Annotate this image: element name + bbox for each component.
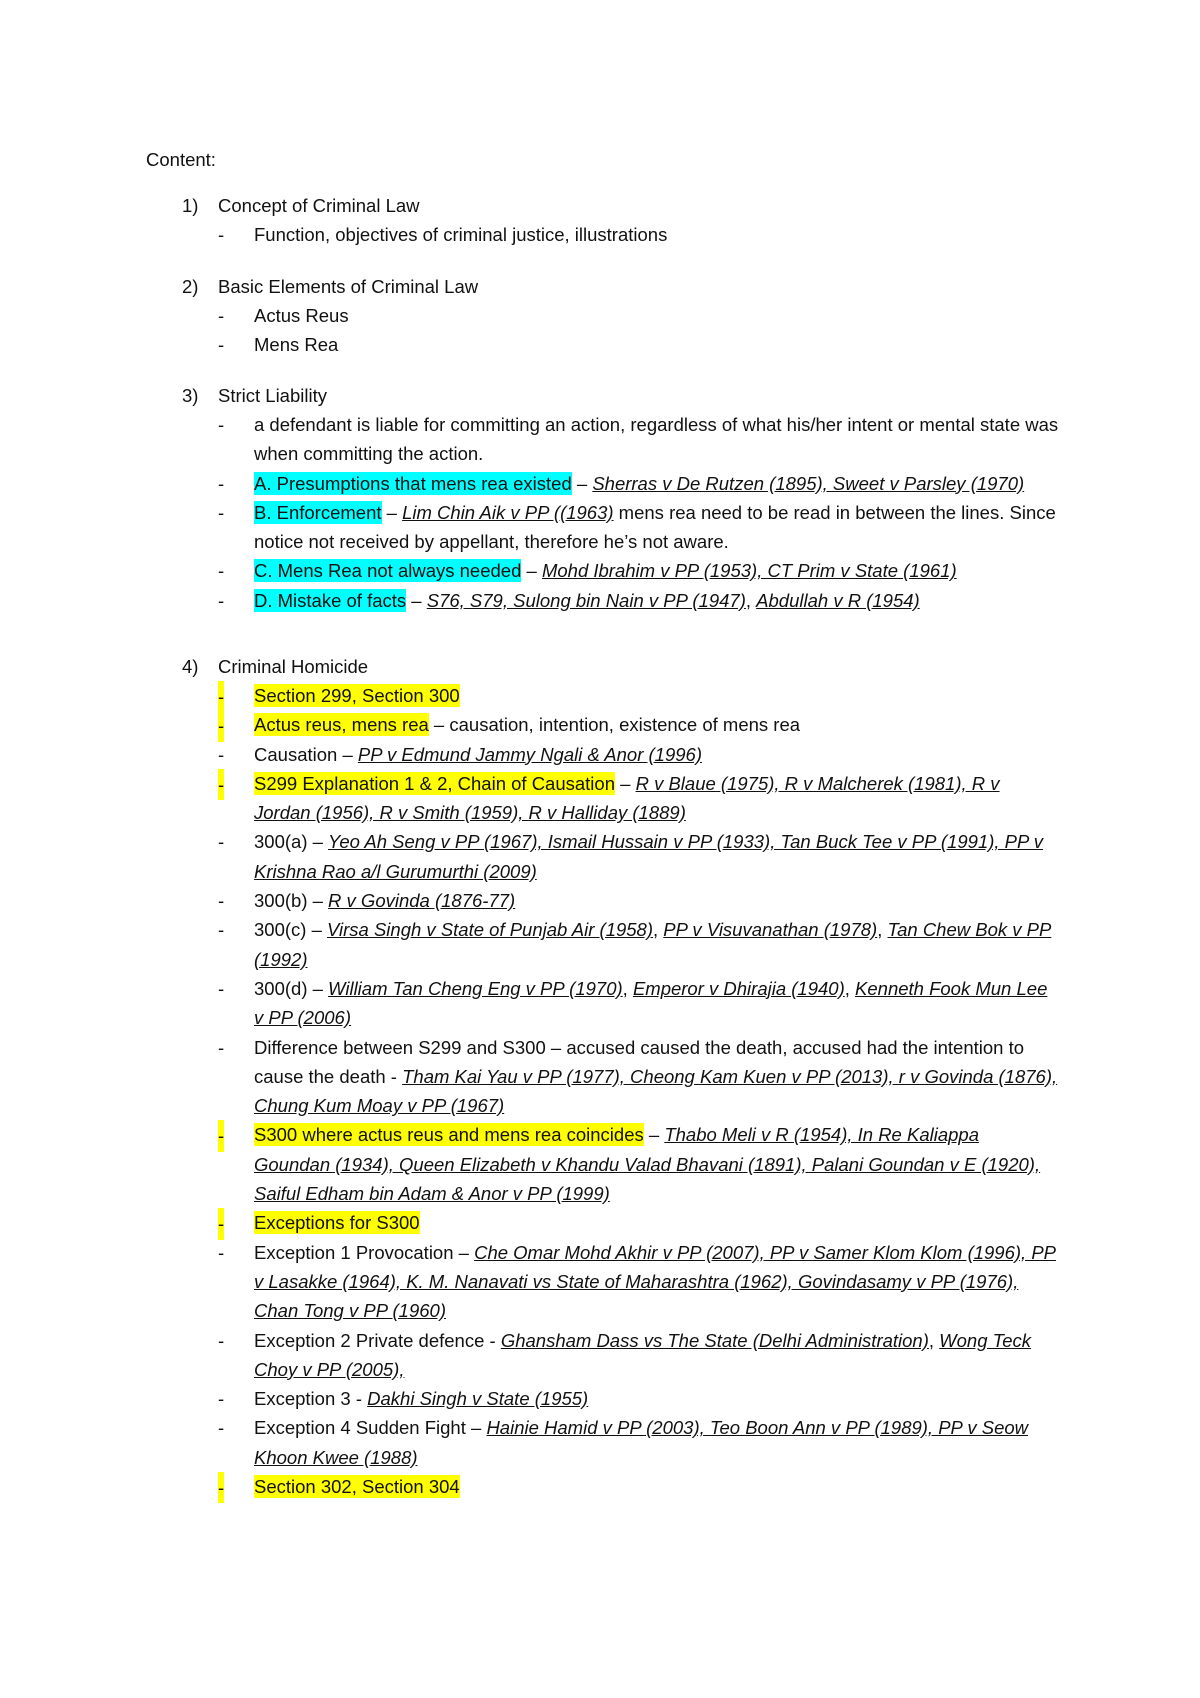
list-item	[182, 556, 1060, 585]
bullet-text: Actus Reus	[254, 305, 349, 326]
case-citation: Che Omar Mohd Akhir v PP (2007), PP v Samer Klom Klom (1996), PP v Lasakke (1964), K. M. Nanavati vs State of Maharashtra (1962), Govindasamy v PP (1976), Chan Tong v PP (1960)	[254, 1241, 1057, 1322]
bullet-dash: -	[218, 560, 225, 582]
bullet-text: 300(d) –	[254, 977, 329, 999]
bullet-dash: -	[218, 743, 225, 765]
highlighted-topic: C. Mens Rea not always needed	[254, 560, 522, 582]
bullet-text: ,	[622, 977, 633, 999]
case-citation: Lim Chin Aik v PP ((1963)	[402, 501, 614, 523]
bullet-dash: -	[218, 1417, 225, 1439]
case-citation: R v Blaue (1975), R v Malcherek (1981), R v Jordan (1956), R v Smith (1959), R v Halliday (1889)	[254, 772, 1000, 824]
bullet-text: –	[643, 1124, 665, 1146]
list-item	[182, 886, 1060, 915]
bullet-text: mens rea need to be read in between the lines. Since notice not received by appellant, therefore he’s not aware.	[254, 501, 1056, 553]
highlighted-topic: S299 Explanation 1 & 2, Chain of Causation	[254, 772, 615, 794]
list-item	[182, 710, 1060, 739]
case-citation: PP v Visuvanathan (1978)	[663, 919, 878, 941]
bullet-text: –	[521, 560, 542, 582]
bullet-text: Mens Rea	[254, 334, 339, 356]
bullet-dash: -	[218, 1208, 224, 1239]
bullet-dash: -	[218, 1120, 224, 1151]
case-citation: S76, S79, Sulong bin Nain v PP (1947)	[426, 589, 746, 611]
list-item	[182, 1033, 1060, 1121]
bullet-dash: -	[218, 334, 225, 356]
bullet-text: –	[381, 501, 403, 523]
list-item	[182, 1472, 1060, 1501]
list-item	[182, 586, 1060, 615]
case-citation: Tan Chew Bok v PP (1992)	[254, 919, 1052, 970]
list-item	[182, 1384, 1060, 1413]
case-citation: Hainie Hamid v PP (2003), Teo Boon Ann v PP (1989), PP v Seow Khoon Kwee (1988)	[254, 1417, 1029, 1468]
case-citation: R v Govinda (1876-77)	[328, 890, 516, 912]
bullet-dash: -	[218, 831, 225, 853]
bullet-list	[182, 220, 1082, 249]
case-citation: Virsa Singh v State of Punjab Air (1958)	[327, 919, 654, 941]
list-item	[182, 681, 1060, 710]
bullet-dash: -	[218, 1388, 225, 1410]
case-citation: Emperor v Dhirajia (1940)	[632, 977, 845, 999]
case-citation: Wong Teck Choy v PP (2005),	[254, 1329, 1032, 1380]
bullet-text: Exception 4 Sudden Fight –	[254, 1417, 487, 1439]
bullet-dash: -	[218, 414, 225, 435]
bullet-text: Function, objectives of criminal justice, illustrations	[254, 224, 668, 245]
bullet-text: –	[615, 772, 636, 794]
bullet-dash: -	[218, 890, 225, 912]
content-heading: Content:	[146, 149, 216, 170]
section-title-text: Criminal Homicide	[218, 656, 369, 677]
bullet-dash: -	[218, 305, 225, 326]
bullet-dash: -	[218, 1241, 225, 1263]
bullet-text: 300(a) –	[254, 831, 329, 853]
case-citation: Dakhi Singh v State (1955)	[367, 1388, 589, 1410]
section-title	[182, 191, 1082, 220]
list-item	[182, 1413, 1060, 1472]
highlighted-topic: B. Enforcement	[254, 501, 382, 523]
list-item	[182, 469, 1060, 498]
bullet-dash: -	[218, 224, 225, 245]
section-title-text: Basic Elements of Criminal Law	[218, 276, 479, 297]
case-citation: Abdullah v R (1954)	[756, 589, 920, 611]
case-citation: Yeo Ah Seng v PP (1967), Ismail Hussain v PP (1933), Tan Buck Tee v PP (1991), PP v Krishna Rao a/l Gurumurthi (2009)	[254, 831, 1044, 882]
bullet-text: ,	[745, 589, 757, 611]
case-citation: William Tan Cheng Eng v PP (1970)	[328, 977, 623, 999]
bullet-text: 300(b) –	[254, 890, 329, 912]
bullet-dash: -	[218, 769, 224, 800]
list-item	[182, 410, 1060, 469]
section-number: 1)	[182, 195, 199, 216]
highlighted-topic: Section 299, Section 300	[254, 685, 460, 706]
section-criminal-homicide	[182, 652, 1082, 1501]
bullet-text: Exception 3 -	[254, 1388, 368, 1410]
bullet-text: – causation, intention, existence of mens rea	[428, 714, 801, 736]
section-title	[182, 652, 1082, 681]
list-item	[182, 220, 1060, 249]
bullet-dash: -	[218, 710, 224, 741]
bullet-dash: -	[218, 1472, 224, 1503]
list-item	[182, 1238, 1060, 1326]
bullet-dash: -	[218, 977, 225, 999]
case-citation: Mohd Ibrahim v PP (1953), CT Prim v State (1961)	[541, 560, 957, 582]
section-title-text: Concept of Criminal Law	[218, 195, 420, 216]
section-title-text: Strict Liability	[218, 385, 327, 406]
bullet-list	[182, 681, 1082, 1501]
bullet-text: Exception 2 Private defence -	[254, 1329, 501, 1351]
highlighted-topic: S300 where actus reus and mens rea coincides	[254, 1124, 644, 1146]
case-citation: Sherras v De Rutzen (1895), Sweet v Parsley (1970)	[592, 472, 1025, 494]
bullet-dash: -	[218, 681, 224, 712]
highlighted-topic: Exceptions for S300	[254, 1212, 420, 1234]
bullet-list	[182, 301, 1082, 360]
section-number: 4)	[182, 656, 199, 677]
list-item	[182, 1208, 1060, 1237]
bullet-text: 300(c) –	[254, 919, 328, 941]
section-title	[182, 381, 1082, 410]
bullet-text: ,	[877, 919, 888, 941]
list-item	[182, 915, 1060, 974]
bullet-text: Exception 1 Provocation –	[254, 1241, 475, 1263]
list-item	[182, 1120, 1060, 1208]
list-item	[182, 740, 1060, 769]
bullet-text: –	[571, 472, 593, 494]
case-citation: Ghansham Dass vs The State (Delhi Administration)	[500, 1329, 929, 1351]
case-citation: Kenneth Fook Mun Lee v PP (2006)	[254, 977, 1048, 1029]
list-item	[182, 301, 1060, 330]
section-basic-elements	[182, 272, 1082, 360]
list-item	[182, 974, 1060, 1033]
list-item	[182, 769, 1060, 828]
bullet-text: ,	[928, 1329, 940, 1351]
bullet-text: –	[406, 589, 427, 611]
list-item	[182, 1326, 1060, 1385]
bullet-dash: -	[218, 919, 225, 941]
list-item	[182, 498, 1060, 557]
bullet-dash: -	[218, 1329, 225, 1351]
case-citation: Tham Kai Yau v PP (1977), Cheong Kam Kuen v PP (2013), r v Govinda (1876), Chung Kum Moay v PP (1967)	[254, 1065, 1058, 1117]
bullet-dash: -	[218, 501, 225, 523]
list-item	[182, 330, 1060, 359]
list-item	[182, 827, 1060, 886]
case-citation: Thabo Meli v R (1954), In Re Kaliappa Goundan (1934), Queen Elizabeth v Khandu Valad Bhavani (1891), Palani Goundan v E (1920), Saiful Edham bin Adam & Anor v PP (1999)	[254, 1124, 1041, 1205]
highlighted-topic: D. Mistake of facts	[254, 589, 407, 611]
bullet-text: ,	[844, 977, 856, 999]
bullet-text: ,	[653, 919, 664, 941]
bullet-text: Difference between S299 and S300 – accused caused the death, accused had the intention to cause the death -	[254, 1036, 1025, 1087]
section-strict-liability	[182, 381, 1082, 615]
bullet-dash: -	[218, 1036, 225, 1058]
bullet-dash: -	[218, 472, 225, 494]
highlighted-topic: A. Presumptions that mens rea existed	[254, 472, 572, 494]
case-citation: PP v Edmund Jammy Ngali & Anor (1996)	[357, 743, 702, 765]
highlighted-topic: Section 302, Section 304	[254, 1476, 460, 1498]
section-number: 2)	[182, 276, 199, 297]
bullet-list	[182, 410, 1082, 615]
section-title	[182, 272, 1082, 301]
bullet-dash: -	[218, 589, 225, 611]
section-number: 3)	[182, 385, 199, 406]
section-concept-of-criminal-law	[182, 191, 1082, 249]
bullet-text: Causation –	[254, 743, 358, 765]
highlighted-topic: Actus reus, mens rea	[254, 714, 429, 736]
bullet-text: a defendant is liable for committing an action, regardless of what his/her intent or mental state was when committing the action.	[254, 414, 1059, 465]
